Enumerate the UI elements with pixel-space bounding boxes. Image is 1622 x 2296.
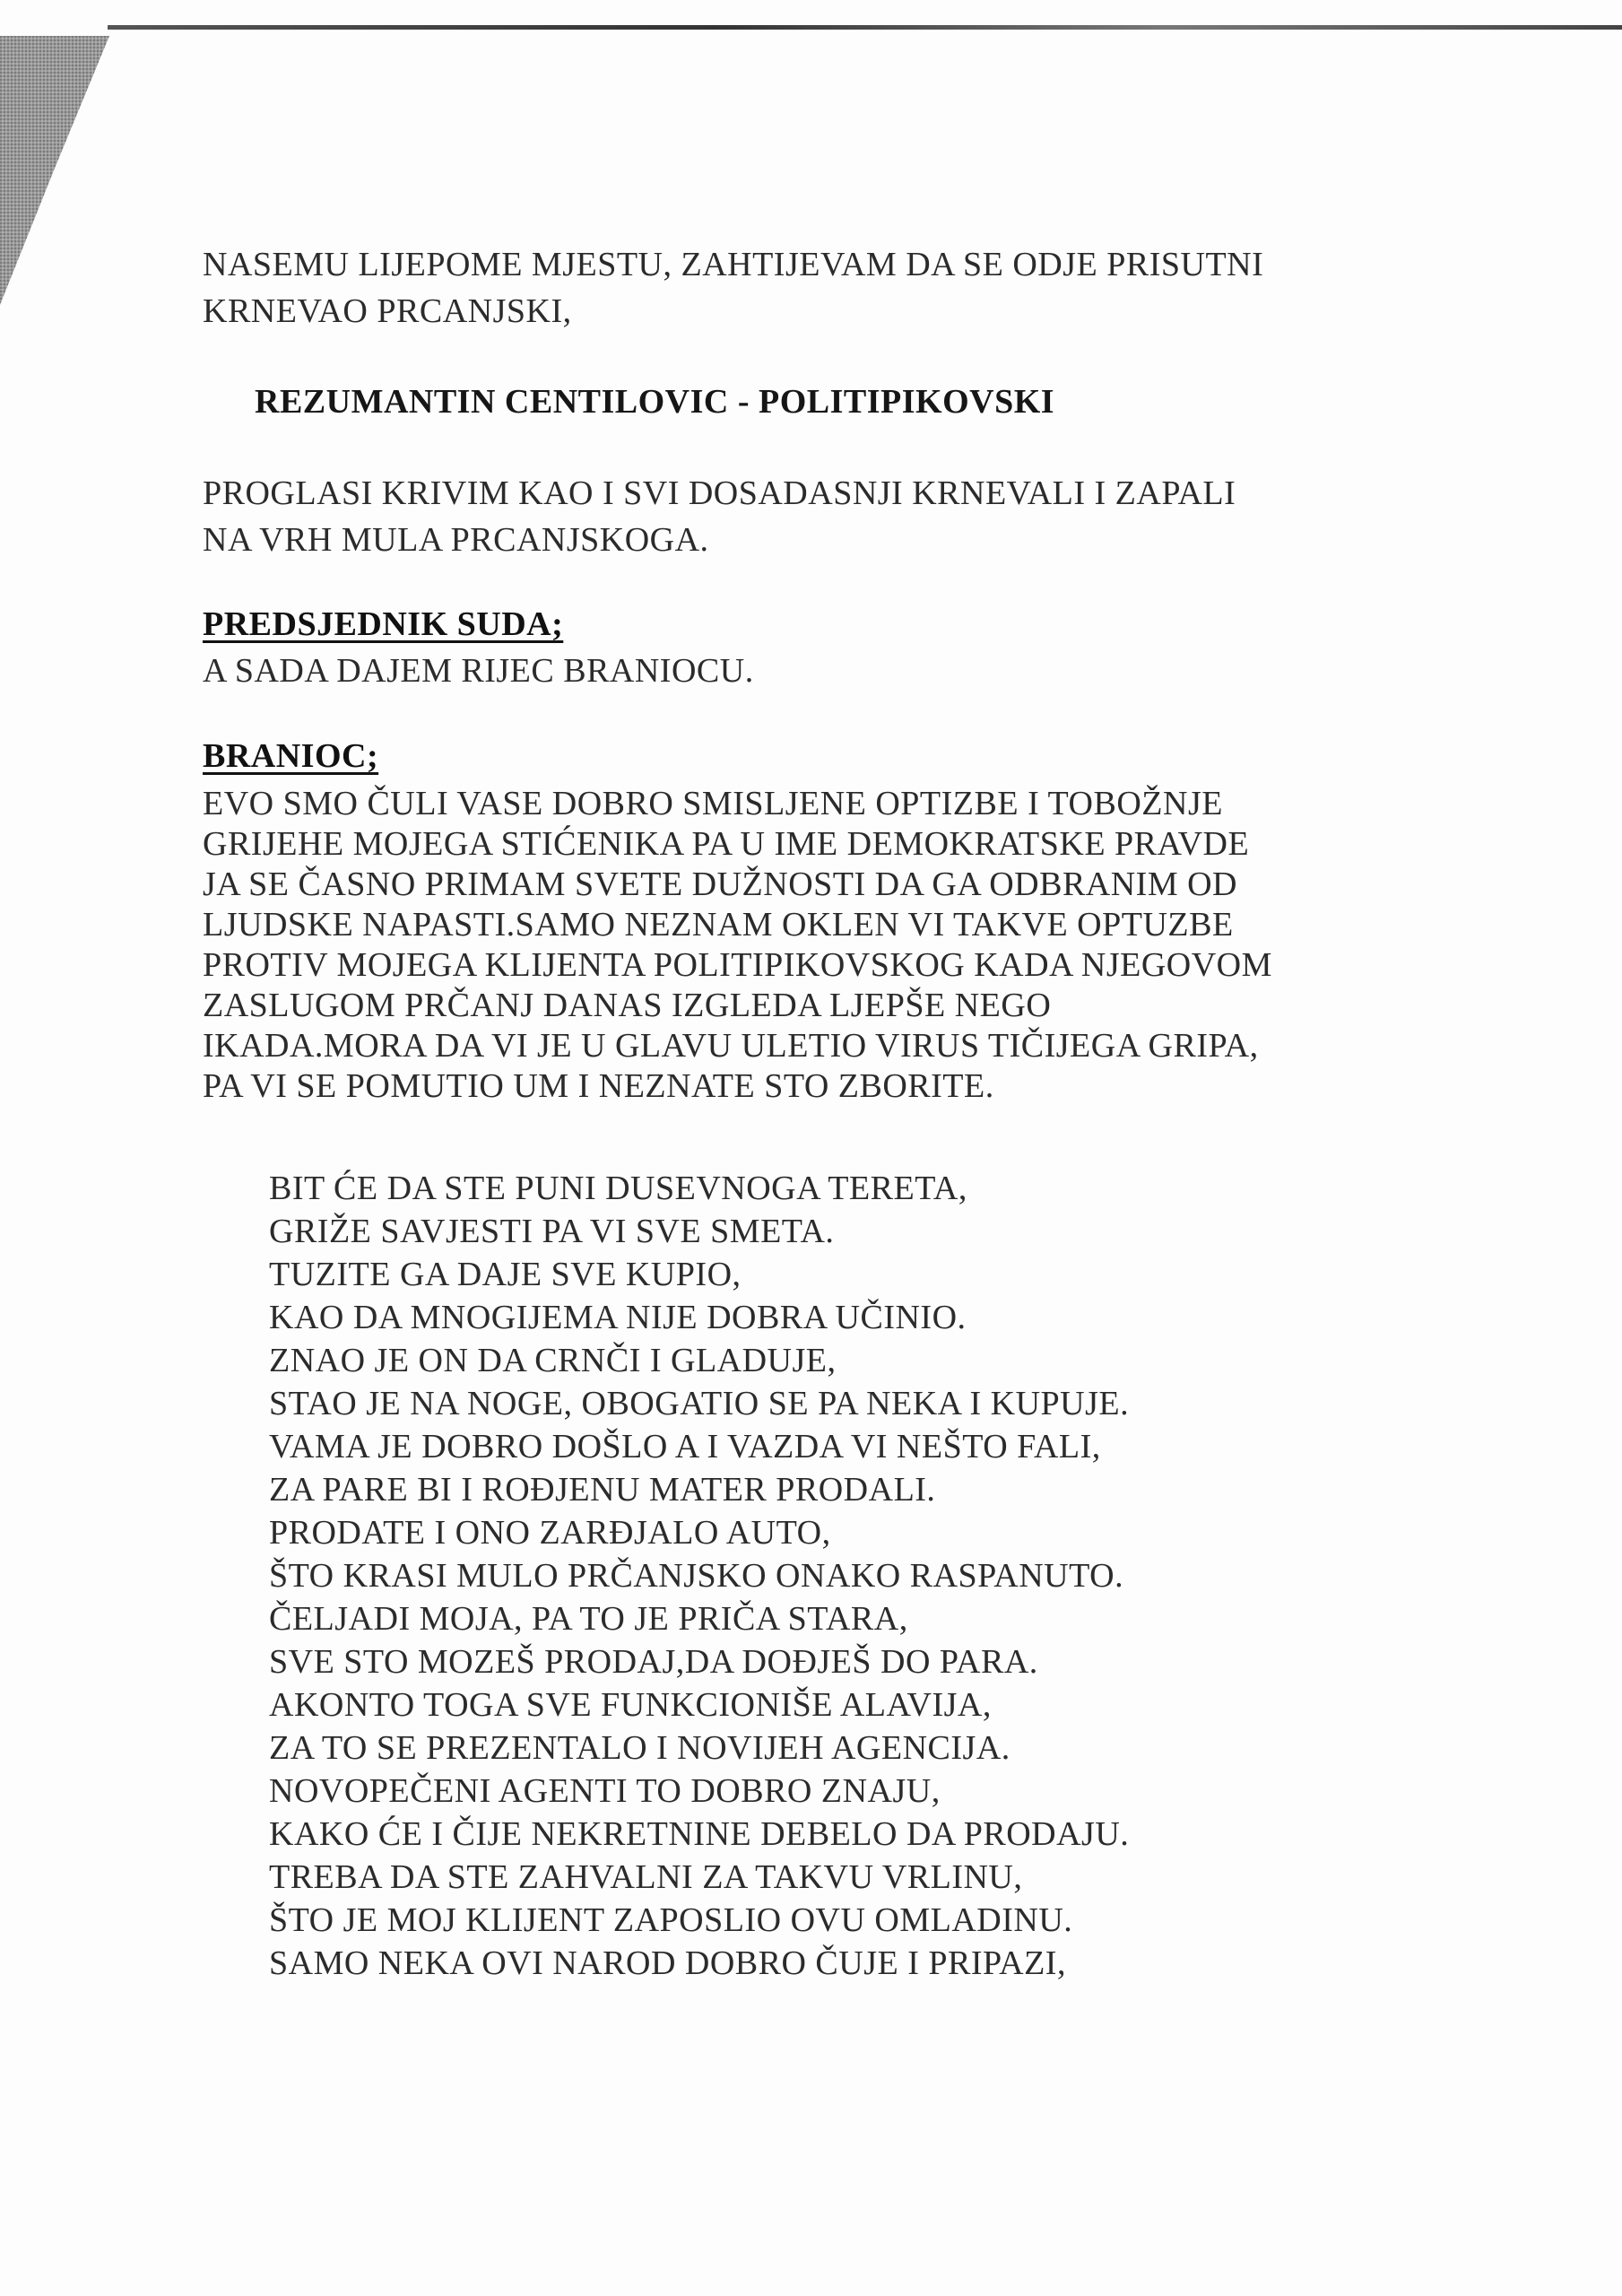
verse-line: SAMO NEKA OVI NAROD DOBRO ČUJE I PRIPAZI, bbox=[269, 1944, 1066, 1982]
verse-line: PRODATE I ONO ZARĐJALO AUTO, bbox=[269, 1514, 831, 1552]
verse-line: NOVOPEČENI AGENTI TO DOBRO ZNAJU, bbox=[269, 1772, 941, 1810]
defender-prose-line: PROTIV MOJEGA KLIJENTA POLITIPIKOVSKOG KADA NJEGOVOM bbox=[203, 946, 1272, 984]
intro-line: KRNEVAO PRCANJSKI, bbox=[203, 292, 572, 330]
verse-line: ČELJADI MOJA, PA TO JE PRIČA STARA, bbox=[269, 1600, 908, 1638]
defender-prose-line: PA VI SE POMUTIO UM I NEZNATE STO ZBORITE. bbox=[203, 1067, 994, 1105]
verse-line: KAO DA MNOGIJEMA NIJE DOBRA UČINIO. bbox=[269, 1299, 967, 1336]
defender-heading: BRANIOC; bbox=[203, 737, 379, 775]
verdict-line: PROGLASI KRIVIM KAO I SVI DOSADASNJI KRNEVALI I ZAPALI bbox=[203, 474, 1236, 512]
scan-top-edge-line bbox=[108, 25, 1622, 30]
defendant-title: REZUMANTIN CENTILOVIC - POLITIPIKOVSKI bbox=[255, 383, 1055, 421]
verse-line: KAKO ĆE I ČIJE NEKRETNINE DEBELO DA PRODAJU. bbox=[269, 1815, 1130, 1853]
judge-heading: PREDSJEDNIK SUDA; bbox=[203, 605, 564, 643]
verse-line: GRIŽE SAVJESTI PA VI SVE SMETA. bbox=[269, 1213, 835, 1250]
defender-prose-line: EVO SMO ČULI VASE DOBRO SMISLJENE OPTIZBE I TOBOŽNJE bbox=[203, 785, 1223, 822]
verse-line: SVE STO MOZEŠ PRODAJ,DA DOĐJEŠ DO PARA. bbox=[269, 1643, 1038, 1681]
defender-prose-line: ZASLUGOM PRČANJ DANAS IZGLEDA LJEPŠE NEGO bbox=[203, 987, 1052, 1024]
judge-text: A SADA DAJEM RIJEC BRANIOCU. bbox=[203, 652, 754, 690]
verse-line: ŠTO JE MOJ KLIJENT ZAPOSLIO OVU OMLADINU. bbox=[269, 1901, 1073, 1939]
verse-line: TUZITE GA DAJE SVE KUPIO, bbox=[269, 1256, 742, 1293]
defender-prose-line: GRIJEHE MOJEGA STIĆENIKA PA U IME DEMOKRATSKE PRAVDE bbox=[203, 825, 1250, 863]
scan-corner-shadow bbox=[0, 36, 112, 305]
verse-line: STAO JE NA NOGE, OBOGATIO SE PA NEKA I KUPUJE. bbox=[269, 1385, 1130, 1422]
defender-prose-line: LJUDSKE NAPASTI.SAMO NEZNAM OKLEN VI TAKVE OPTUZBE bbox=[203, 906, 1234, 944]
intro-line: NASEMU LIJEPOME MJESTU, ZAHTIJEVAM DA SE ODJE PRISUTNI bbox=[203, 246, 1264, 283]
verse-line: ZA TO SE PREZENTALO I NOVIJEH AGENCIJA. bbox=[269, 1729, 1010, 1767]
defender-prose-line: IKADA.MORA DA VI JE U GLAVU ULETIO VIRUS TIČIJEGA GRIPA, bbox=[203, 1027, 1259, 1065]
defender-prose-line: JA SE ČASNO PRIMAM SVETE DUŽNOSTI DA GA ODBRANIM OD bbox=[203, 865, 1237, 903]
verse-line: ZA PARE BI I ROĐJENU MATER PRODALI. bbox=[269, 1471, 936, 1509]
verse-line: AKONTO TOGA SVE FUNKCIONIŠE ALAVIJA, bbox=[269, 1686, 992, 1724]
verse-line: BIT ĆE DA STE PUNI DUSEVNOGA TERETA, bbox=[269, 1170, 967, 1207]
verse-line: ZNAO JE ON DA CRNČI I GLADUJE, bbox=[269, 1342, 837, 1379]
verdict-line: NA VRH MULA PRCANJSKOGA. bbox=[203, 521, 709, 559]
verse-line: ŠTO KRASI MULO PRČANJSKO ONAKO RASPANUTO. bbox=[269, 1557, 1124, 1595]
verse-line: VAMA JE DOBRO DOŠLO A I VAZDA VI NEŠTO FALI, bbox=[269, 1428, 1101, 1465]
verse-line: TREBA DA STE ZAHVALNI ZA TAKVU VRLINU, bbox=[269, 1858, 1023, 1896]
